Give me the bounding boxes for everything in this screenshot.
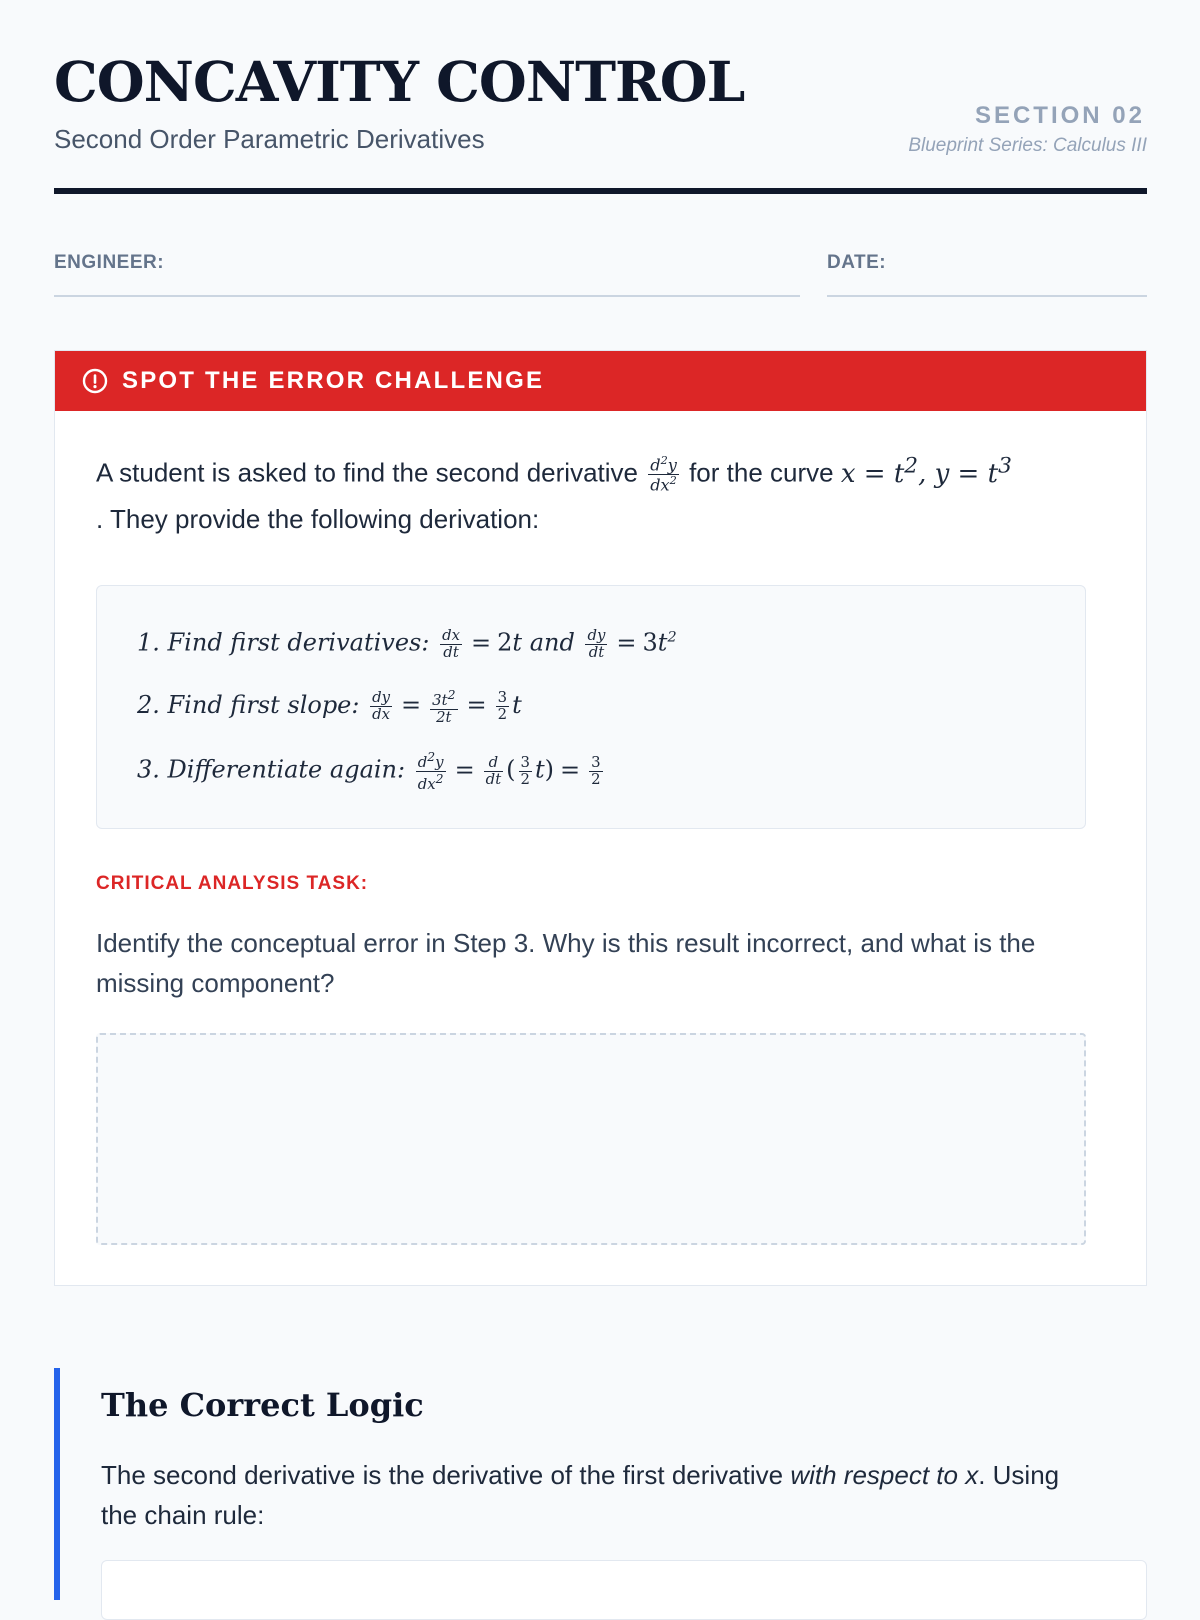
step-2-label: 2. Find first slope: <box>137 691 360 720</box>
section-number: SECTION 02 <box>974 102 1145 129</box>
error-challenge-card <box>54 350 1147 1286</box>
task-prompt: Identify the conceptual error in Step 3. Why is this result incorrect, and what is the missing component? <box>96 928 1036 998</box>
challenge-intro <box>96 443 1106 542</box>
derivation-step-3: 3. Differentiate again: $\frac{d^2y}{dx^2}$ = $\frac{d}{dt}$ ( $\frac{3}{2}$ t) = $\frac{3}{2}$ <box>137 749 601 793</box>
page-title: CONCAVITY CONTROL <box>54 49 745 114</box>
series-name: Blueprint Series: Calculus III <box>908 135 1147 156</box>
chain-rule-box <box>101 1560 1147 1620</box>
step-1-and: and <box>529 628 575 657</box>
logic-text-emphasis: with respect to x <box>790 1460 979 1490</box>
worksheet-page <box>54 0 1147 1530</box>
intro-text-middle: for the curve <box>689 457 834 488</box>
page-subtitle: Second Order Parametric Derivatives <box>54 124 485 154</box>
date-field[interactable] <box>827 252 1147 297</box>
engineer-field[interactable] <box>54 252 800 297</box>
challenge-header <box>55 351 1146 411</box>
correct-logic-section <box>54 1368 1153 1600</box>
alert-circle-icon <box>82 368 108 394</box>
date-label: DATE: <box>827 252 887 273</box>
logic-title: The Correct Logic <box>101 1386 424 1424</box>
logic-text <box>101 1455 1101 1535</box>
step-3-label: 3. Differentiate again: <box>137 755 406 784</box>
logic-text-before: The second derivative is the derivative of the first derivative <box>101 1460 784 1490</box>
step-1-label: 1. Find first derivatives: <box>137 628 430 657</box>
intro-text-after: . They provide the following derivation: <box>96 503 540 534</box>
student-derivation <box>96 585 1086 829</box>
logic-text-after: . Using the chain rule: <box>101 1460 1060 1530</box>
page-header <box>54 0 1147 194</box>
intro-text-before: A student is asked to find the second derivative <box>96 457 639 488</box>
answer-area[interactable] <box>96 1033 1086 1245</box>
derivation-step-2: 2. Find first slope: $\frac{dy}{dx}$ = $\frac{3t^2}{2t}$ = $\frac{3}{2}$ t <box>137 687 522 726</box>
derivation-step-1: 1. Find first derivatives: $\frac{dx}{dt}$ = 2t and $\frac{dy}{dt}$ = $3t^2$ <box>137 626 677 661</box>
engineer-label: ENGINEER: <box>54 252 165 273</box>
meta-fields <box>54 252 1147 296</box>
task-label: CRITICAL ANALYSIS TASK: <box>96 873 369 894</box>
second-derivative-expression: $\frac{d^2y}{dx^2}$ <box>650 453 677 495</box>
challenge-title: SPOT THE ERROR CHALLENGE <box>122 367 545 394</box>
curve-equation: $x = t^2$, $y = t^3$ <box>840 453 1012 489</box>
